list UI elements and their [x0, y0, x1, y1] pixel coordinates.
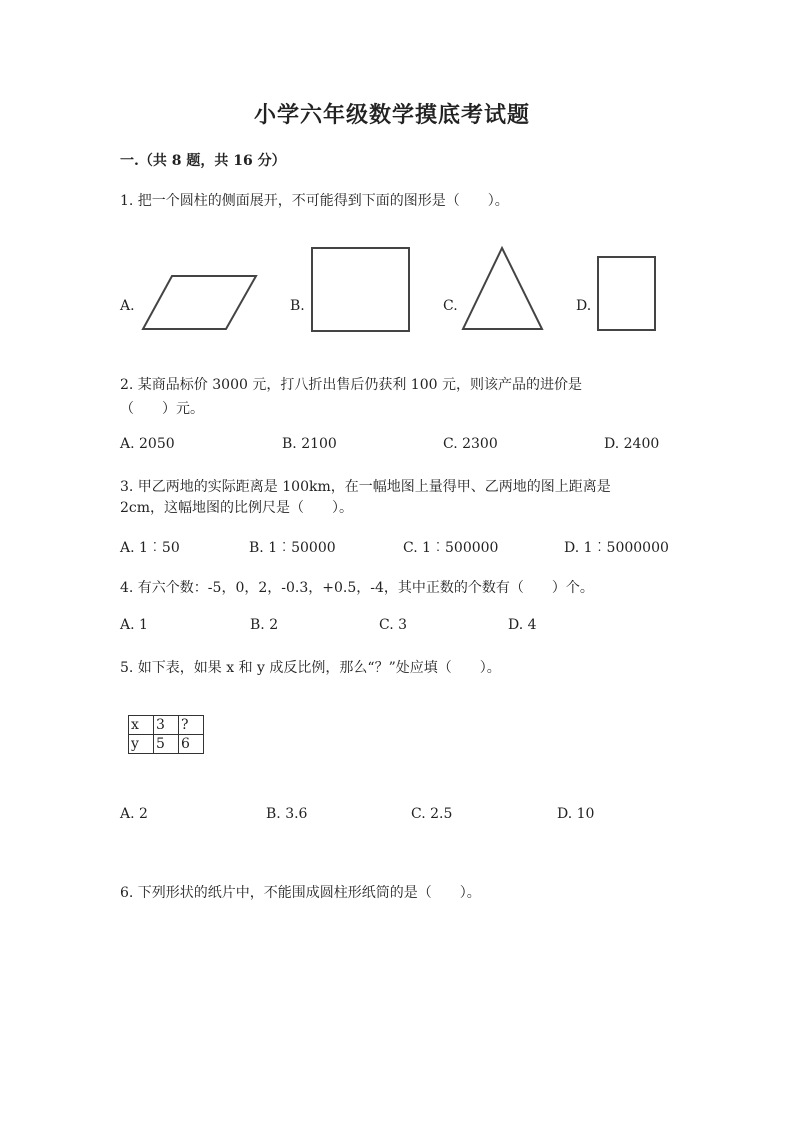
question-3-line-2: 2cm，这幅地图的比例尺是（ ）。: [120, 500, 354, 516]
q4-option-a: A. 1: [120, 617, 148, 633]
question-4: 4. 有六个数：-5，0，2，-0.3，+0.5，-4，其中正数的个数有（ ）个。: [120, 580, 594, 596]
q5-option-d: D. 10: [557, 806, 595, 822]
q5-option-a: A. 2: [120, 806, 148, 822]
q2-option-c: C. 2300: [443, 436, 498, 452]
table-cell: ?: [179, 716, 204, 735]
parallelogram-shape: [140, 272, 260, 332]
q2-option-d: D. 2400: [604, 436, 660, 452]
question-5: 5. 如下表，如果 x 和 y 成反比例，那么“？”处应填（ ）。: [120, 660, 501, 676]
question-2-line-1: 2. 某商品标价 3000 元，打八折出售后仍获利 100 元，则该产品的进价是: [120, 377, 582, 393]
q5-option-c: C. 2.5: [411, 806, 453, 822]
question-1: 1. 把一个圆柱的侧面展开，不可能得到下面的图形是（ ）。: [120, 193, 509, 209]
question-2-line-2: （ ）元。: [120, 401, 204, 417]
table-cell: y: [129, 735, 154, 754]
q4-option-c: C. 3: [379, 617, 408, 633]
q1-option-a-label: A.: [120, 298, 135, 314]
q4-option-d: D. 4: [508, 617, 537, 633]
q3-option-d: D. 1︰5000000: [564, 540, 669, 556]
q1-option-b-label: B.: [290, 298, 305, 314]
q2-option-b: B. 2100: [282, 436, 337, 452]
table-cell: 3: [154, 716, 179, 735]
q5-option-b: B. 3.6: [266, 806, 308, 822]
table-row: [129, 716, 204, 735]
q3-option-c: C. 1︰500000: [403, 540, 499, 556]
question-3-line-1: 3. 甲乙两地的实际距离是 100km，在一幅地图上量得甲、乙两地的图上距离是: [120, 479, 611, 495]
square-shape: [310, 246, 412, 334]
q3-option-b: B. 1︰50000: [249, 540, 336, 556]
q1-option-d-label: D.: [576, 298, 592, 314]
table-cell: 5: [154, 735, 179, 754]
section-header: 一.（共 8 题，共 16 分）: [120, 153, 286, 169]
table-cell: x: [129, 716, 154, 735]
q2-option-a: A. 2050: [120, 436, 175, 452]
triangle-shape: [460, 245, 546, 333]
q3-option-a: A. 1︰50: [120, 540, 180, 556]
page-title: 小学六年级数学摸底考试题: [254, 102, 531, 128]
table-row: [129, 735, 204, 754]
xy-table: [128, 715, 204, 754]
q4-option-b: B. 2: [250, 617, 279, 633]
rectangle-shape: [596, 255, 658, 333]
q1-option-c-label: C.: [443, 298, 458, 314]
question-6: 6. 下列形状的纸片中，不能围成圆柱形纸筒的是（ ）。: [120, 885, 481, 901]
table-cell: 6: [179, 735, 204, 754]
